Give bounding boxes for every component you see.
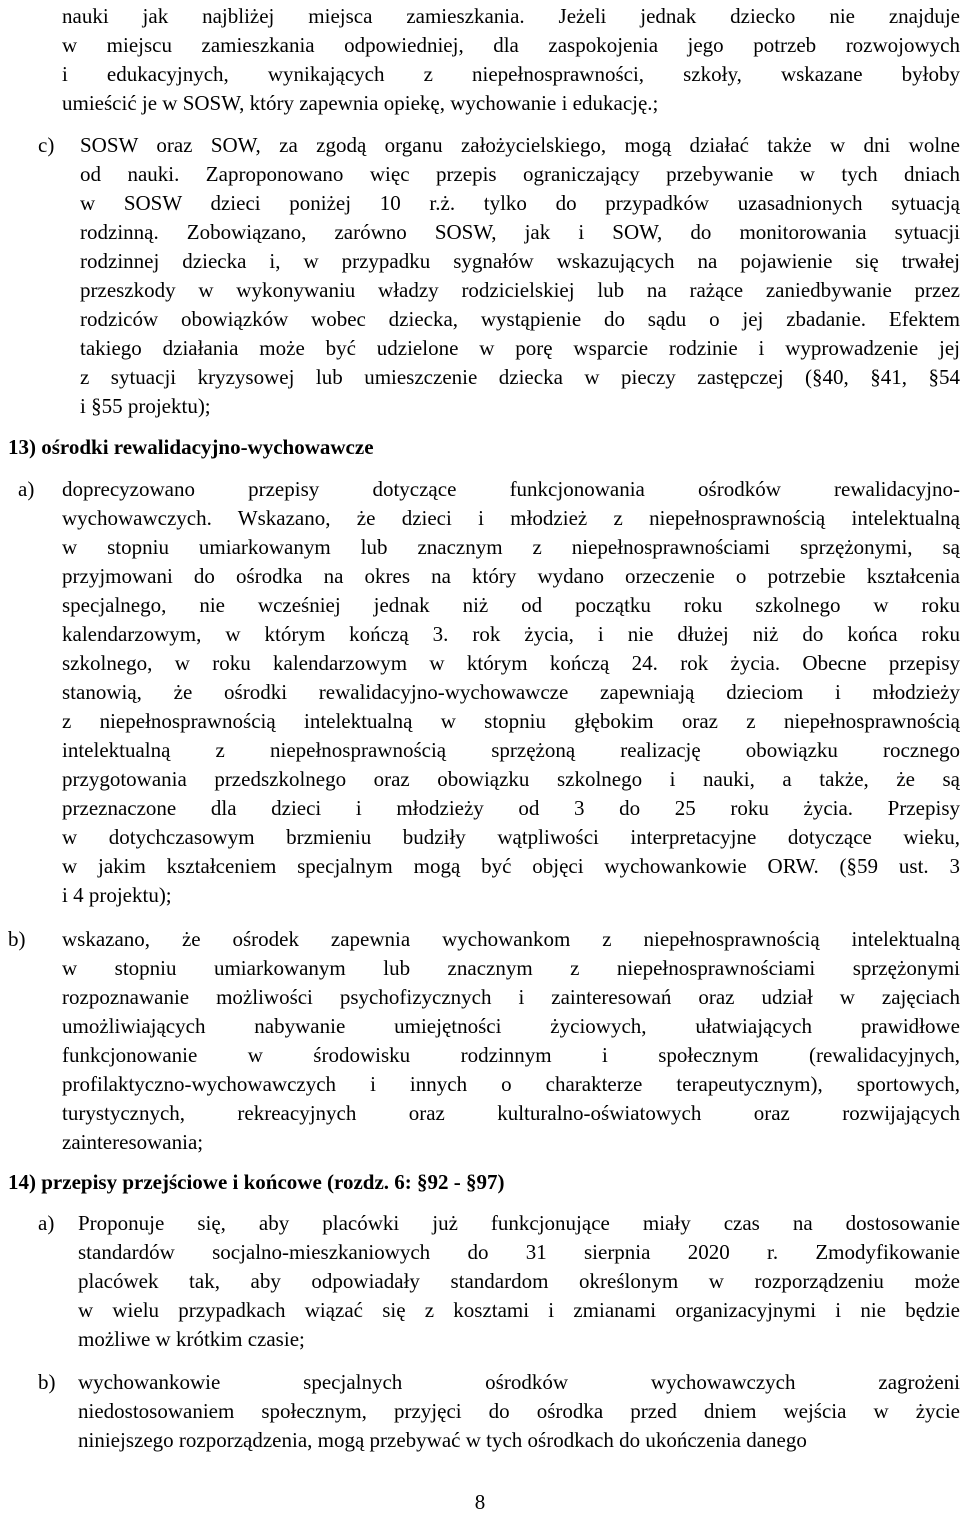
paragraph-line: przyjmowani do ośrodka na okres na który wydano orzeczenie o potrzebie kształcenia bbox=[62, 564, 960, 588]
paragraph-line: placówek tak, aby odpowiadały standardom określonym w rozporządzeniu może bbox=[78, 1269, 960, 1293]
paragraph-line: w jakim kształceniem specjalnym mogą być objęci wychowankowie ORW. (§59 ust. 3 bbox=[62, 854, 960, 878]
paragraph-line: w SOSW dzieci poniżej 10 r.ż. tylko do przypadków uzasadnionych sytuacją bbox=[80, 191, 960, 215]
paragraph-line: niniejszego rozporządzenia, mogą przebywać w tych ośrodkach do ukończenia danego bbox=[78, 1428, 807, 1452]
paragraph-line: szkolnego, w roku kalendarzowym w którym kończą 24. rok życia. Obecne przepisy bbox=[62, 651, 960, 675]
paragraph-line: możliwe w krótkim czasie; bbox=[78, 1327, 305, 1351]
paragraph-line: SOSW oraz SOW, za zgodą organu założycielskiego, mogą działać także w dni wolne bbox=[80, 133, 960, 157]
paragraph-line: w stopniu umiarkowanym lub znacznym z niepełnosprawnościami sprzężonymi, są bbox=[62, 535, 960, 559]
paragraph-line: turystycznych, rekreacyjnych oraz kulturalno-oświatowych oraz rozwijających bbox=[62, 1101, 960, 1125]
paragraph-line: stanowią, że ośrodki rewalidacyjno-wychowawcze zapewniają dzieciom i młodzieży bbox=[62, 680, 960, 704]
paragraph-line: w dotychczasowym brzmieniu budziły wątpliwości interpretacyjne dotyczące wieku, bbox=[62, 825, 960, 849]
paragraph-line: przeszkody w wykonywaniu władzy rodzicielskiej lub na rażące zaniedbywanie przez bbox=[80, 278, 960, 302]
list-marker: c) bbox=[38, 133, 55, 157]
paragraph-line: i 4 projektu); bbox=[62, 883, 172, 907]
paragraph-line: z sytuacji kryzysowej lub umieszczenie dziecka w pieczy zastępczej (§40, §41, §54 bbox=[80, 365, 960, 389]
paragraph-line: Proponuje się, aby placówki już funkcjonujące miały czas na dostosowanie bbox=[78, 1211, 960, 1235]
paragraph-line: funkcjonowanie w środowisku rodzinnym i społecznym (rewalidacyjnych, bbox=[62, 1043, 960, 1067]
paragraph-line: i edukacyjnych, wynikających z niepełnosprawności, szkoły, wskazane byłoby bbox=[62, 62, 960, 86]
paragraph-line: wychowankowie specjalnych ośrodków wychowawczych zagrożeni bbox=[78, 1370, 960, 1394]
paragraph-line: rodzinną. Zobowiązano, zarówno SOSW, jak i SOW, do monitorowania sytuacji bbox=[80, 220, 960, 244]
paragraph-line: w miejscu zamieszkania odpowiedniej, dla zaspokojenia jego potrzeb rozwojowych bbox=[62, 33, 960, 57]
paragraph-line: wychowawczych. Wskazano, że dzieci i młodzież z niepełnosprawnością intelektualną bbox=[62, 506, 960, 530]
list-marker: a) bbox=[38, 1211, 55, 1235]
list-marker: b) bbox=[38, 1370, 56, 1394]
paragraph-line: nauki jak najbliżej miejsca zamieszkania. Jeżeli jednak dziecko nie znajduje bbox=[62, 4, 960, 28]
paragraph-line: rodziców obowiązków wobec dziecka, wystąpienie do sądu o jej zbadanie. Efektem bbox=[80, 307, 960, 331]
paragraph-line: niedostosowaniem społecznym, przyjęci do ośrodka przed dniem wejścia w życie bbox=[78, 1399, 960, 1423]
paragraph-line: od nauki. Zaproponowano więc przepis ograniczający przebywanie w tych dniach bbox=[80, 162, 960, 186]
paragraph-line: standardów socjalno-mieszkaniowych do 31 sierpnia 2020 r. Zmodyfikowanie bbox=[78, 1240, 960, 1264]
paragraph-line: umożliwiających nabywanie umiejętności życiowych, ułatwiających prawidłowe bbox=[62, 1014, 960, 1038]
page-number: 8 bbox=[474, 1490, 486, 1514]
paragraph-line: i §55 projektu); bbox=[80, 394, 211, 418]
paragraph-line: kalendarzowym, w którym kończą 3. rok życia, i nie dłużej niż do końca roku bbox=[62, 622, 960, 646]
paragraph-line: intelektualną z niepełnosprawnością sprzężoną realizację obowiązku rocznego bbox=[62, 738, 960, 762]
paragraph-line: takiego działania może być udzielone w porę wsparcie rodzinie i wyprowadzenie jej bbox=[80, 336, 960, 360]
paragraph-line: rozpoznawanie możliwości psychofizycznych i zainteresowań oraz udział w zajęciach bbox=[62, 985, 960, 1009]
list-marker: b) bbox=[8, 927, 26, 951]
paragraph-line: z niepełnosprawnością intelektualną w stopniu głębokim oraz z niepełnosprawnością bbox=[62, 709, 960, 733]
paragraph-line: wskazano, że ośrodek zapewnia wychowankom z niepełnosprawnością intelektualną bbox=[62, 927, 960, 951]
paragraph-line: specjalnego, nie wcześniej jednak niż od początku roku szkolnego w roku bbox=[62, 593, 960, 617]
paragraph-line: w wielu przypadkach wiązać się z kosztami i zmianami organizacyjnymi i nie będzie bbox=[78, 1298, 960, 1322]
section-heading: 14) przepisy przejściowe i końcowe (rozdz. 6: §92 - §97) bbox=[8, 1170, 505, 1194]
paragraph-line: rodzinnej dziecka i, w przypadku sygnałów wskazujących na pojawienie się trwałej bbox=[80, 249, 960, 273]
section-heading: 13) ośrodki rewalidacyjno-wychowawcze bbox=[8, 435, 374, 459]
paragraph-line: w stopniu umiarkowanym lub znacznym z niepełnosprawnościami sprzężonymi bbox=[62, 956, 960, 980]
paragraph-line: przeznaczone dla dzieci i młodzieży od 3 do 25 roku życia. Przepisy bbox=[62, 796, 960, 820]
paragraph-line: doprecyzowano przepisy dotyczące funkcjonowania ośrodków rewalidacyjno- bbox=[62, 477, 960, 501]
list-marker: a) bbox=[18, 477, 35, 501]
paragraph-line: przygotowania przedszkolnego oraz obowiązku szkolnego i nauki, a także, że są bbox=[62, 767, 960, 791]
paragraph-line: zainteresowania; bbox=[62, 1130, 204, 1154]
paragraph-line: umieścić je w SOSW, który zapewnia opiekę, wychowanie i edukację.; bbox=[62, 91, 659, 115]
paragraph-line: profilaktyczno-wychowawczych i innych o charakterze terapeutycznym), sportowych, bbox=[62, 1072, 960, 1096]
